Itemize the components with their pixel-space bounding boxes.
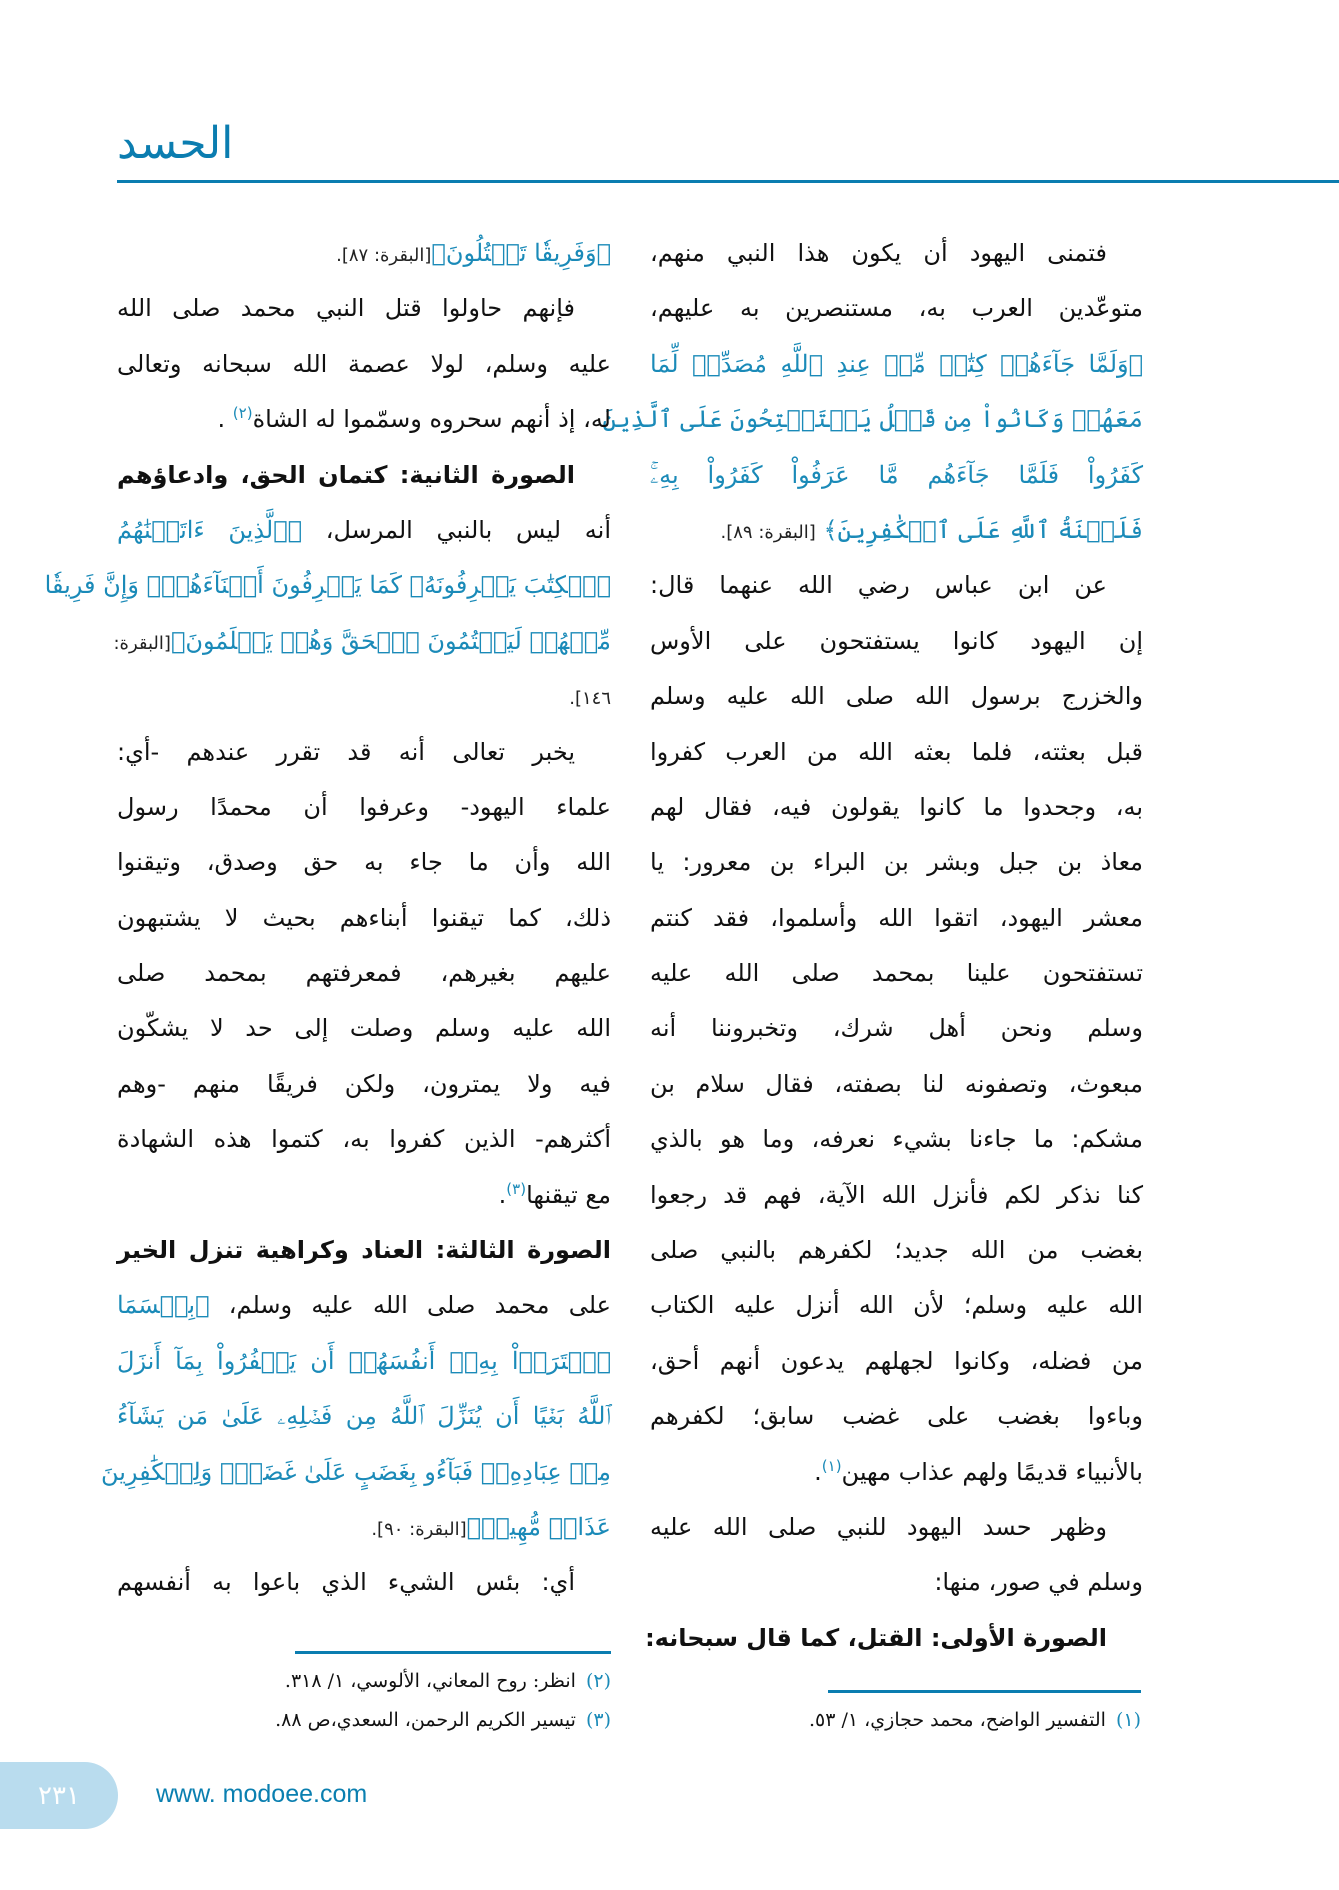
text-line [650, 226, 1143, 281]
body-text: من فضله، وكانوا لجهلهم يدعون أنهم أحق، [650, 1346, 1143, 1375]
text-line [650, 1500, 1143, 1555]
quran-verse: مِّنۡهُمۡ لَيَكۡتُمُونَ ٱلۡحَقَّ وَهُمۡ يَعۡلَمُونَ﴾ [170, 626, 611, 655]
quran-verse: مِنۡ عِبَادِهِۦۖ فَبَآءُو بِغَضَبٍ عَلَىٰ غَضَبٖۚ وَلِلۡكَٰفِرِينَ [100, 1457, 611, 1486]
text-line [117, 1500, 611, 1555]
footnote-text: تيسير الكريم الرحمن، السعدي،ص ٨٨. [275, 1709, 576, 1731]
text-line [117, 1334, 611, 1389]
text-line [650, 1389, 1143, 1444]
footnote-1 [809, 1702, 1141, 1738]
text-line [650, 448, 1143, 503]
footnote-number: (٣) [585, 1709, 611, 1731]
quran-verse: ﴿بِئۡسَمَا [117, 1291, 210, 1320]
text-line [650, 1445, 1143, 1500]
footnote-text: انظر: روح المعاني، الألوسي، ١/ ٣١٨. [284, 1670, 576, 1692]
text-line [650, 1168, 1143, 1223]
footnote-marker[interactable]: (١) [821, 1456, 842, 1475]
body-text: متوعّدين العرب به، مستنصرين به عليهم، [650, 294, 1143, 323]
body-text: تستفتحون علينا بمحمد صلى الله عليه [650, 959, 1143, 988]
text-line [602, 392, 1143, 447]
verse-reference: ١٤٦]. [569, 688, 611, 710]
footnote-text: التفسير الواضح، محمد حجازي، ١/ ٥٣. [808, 1709, 1106, 1731]
body-text: أنه ليس بالنبي المرسل، [302, 515, 611, 544]
text-line [650, 1112, 1143, 1167]
body-text: . [498, 1180, 507, 1209]
quran-verse: ٱشۡتَرَوۡاْ بِهِۦٓ أَنفُسَهُمۡ أَن يَكۡفُرُواْ بِمَآ أَنزَلَ [117, 1346, 611, 1375]
text-line [650, 1223, 1143, 1278]
body-text: به، وجحدوا ما كانوا يقولون فيه، فقال لهم [650, 792, 1143, 821]
page-number: ٢٣١ [0, 1762, 118, 1829]
text-line [100, 1445, 611, 1500]
body-text: عليهم بغيرهم، فمعرفتهم بمحمد صلى [117, 959, 611, 988]
left-column [44, 226, 611, 1611]
text-line [650, 1057, 1143, 1112]
footnote-marker[interactable]: (٣) [506, 1179, 527, 1198]
body-text: الله عليه وسلم؛ لأن الله أنزل عليه الكتاب [650, 1291, 1143, 1320]
body-text: عليه وسلم، لولا عصمة الله سبحانه وتعالى [117, 349, 611, 378]
text-line [117, 1057, 611, 1112]
header-rule [117, 180, 1339, 183]
text-line [113, 614, 611, 669]
footnote-rule-right [828, 1690, 1141, 1693]
section-heading: الصورة الأولى: القتل، كما قال سبحانه: [645, 1623, 1107, 1652]
body-text: مشكم: ما جاءنا بشيء نعرفه، وما هو بالذي [650, 1125, 1143, 1154]
body-text: وباءوا بغضب على غضب سابق؛ لكفرهم [650, 1402, 1143, 1431]
body-text: أي: بئس الشيء الذي باعوا به أنفسهم [117, 1568, 575, 1597]
text-line [650, 725, 1143, 780]
body-text: فيه ولا يمترون، ولكن فريقًا منهم -وهم [117, 1069, 611, 1098]
text-line [117, 448, 611, 503]
text-line [650, 780, 1143, 835]
body-text: إن اليهود كانوا يستفتحون على الأوس [650, 626, 1143, 655]
text-line [117, 226, 611, 281]
text-line [117, 669, 611, 724]
body-text: والخزرج برسول الله صلى الله عليه وسلم [650, 682, 1143, 711]
body-text: بالأنبياء قديمًا ولهم عذاب مهين [841, 1457, 1143, 1486]
section-heading: الصورة الثانية: كتمان الحق، وادعاؤهم [117, 460, 575, 489]
text-line [650, 281, 1143, 336]
quran-verse: ٱلۡكِتَٰبَ يَعۡرِفُونَهُۥ كَمَا يَعۡرِفُونَ أَبۡنَآءَهُمۡۖ وَإِنَّ فَرِيقٗا [44, 571, 611, 600]
body-text: معشر اليهود، اتقوا الله وأسلموا، فقد كنتم [650, 903, 1143, 932]
body-text: فإنهم حاولوا قتل النبي محمد صلى الله [117, 294, 575, 323]
body-text: أكثرهم- الذين كفروا به، كتموا هذه الشهادة [117, 1125, 611, 1154]
body-text: قبل بعثته، فلما بعثه الله من العرب كفروا [650, 737, 1143, 766]
footnote-marker[interactable]: (٢) [232, 404, 253, 423]
quran-verse: فَلَعۡنَةُ ٱللَّهِ عَلَى ٱلۡكَٰفِرِينَ﴾ [815, 515, 1143, 544]
body-text: يخبر تعالى أنه قد تقرر عندهم -أي: [117, 737, 575, 766]
body-text: الله عليه وسلم وصلت إلى حد لا يشكّون [117, 1014, 611, 1043]
body-text: عن ابن عباس رضي الله عنهما قال: [650, 571, 1107, 600]
body-text: فتمنى اليهود أن يكون هذا النبي منهم، [650, 239, 1107, 267]
text-line [650, 1555, 1143, 1610]
text-line [645, 1611, 1143, 1666]
body-text: معاذ بن جبل وبشر بن البراء بن معرور: يا [650, 848, 1143, 877]
text-line [650, 614, 1143, 669]
text-line [117, 1001, 611, 1056]
text-line [650, 891, 1143, 946]
body-text: وسلم ونحن أهل شرك، وتخبروننا أنه [650, 1014, 1143, 1043]
body-text: بغضب من الله جديد؛ لكفرهم بالنبي صلى [650, 1236, 1143, 1265]
verse-reference: [البقرة: ٨٧]. [336, 245, 432, 266]
body-text: وسلم في صور، منها: [934, 1568, 1143, 1597]
text-line [117, 835, 611, 890]
body-text: وظهر حسد اليهود للنبي صلى الله عليه [650, 1512, 1107, 1541]
text-line [117, 780, 611, 835]
text-line [117, 1389, 611, 1444]
text-line [650, 1278, 1143, 1333]
text-line [117, 1278, 611, 1333]
body-text: على محمد صلى الله عليه وسلم، [209, 1291, 611, 1320]
quran-verse: ﴿ٱلَّذِينَ ءَاتَيۡنَٰهُمُ [117, 515, 303, 544]
footnote-2 [285, 1663, 611, 1699]
body-text: مبعوث، وتصفونه لنا بصفته، فقال سلام بن [650, 1069, 1143, 1098]
text-line [117, 1168, 611, 1223]
text-line [117, 392, 611, 447]
text-line [117, 337, 611, 392]
verse-reference: [البقرة: [113, 632, 171, 654]
footnote-number: (١) [1115, 1709, 1141, 1731]
quran-verse: ﴿وَلَمَّا جَآءَهُمۡ كِتَٰبٞ مِّنۡ عِندِ ٱللَّهِ مُصَدِّقٞ لِّمَا [650, 349, 1143, 378]
body-text: علماء اليهود- وعرفوا أن محمدًا رسول [117, 792, 611, 821]
footnote-number: (٢) [585, 1670, 611, 1692]
body-text: ذلك، كما تيقنوا أبناءهم بحيث لا يشتبهون [117, 903, 611, 932]
text-line [650, 669, 1143, 724]
chapter-title: الحسد [117, 118, 234, 169]
text-line [650, 558, 1143, 613]
body-text: كنا نذكر لكم فأنزل الله الآية، فهم قد رجعوا [650, 1180, 1143, 1209]
text-line [117, 946, 611, 1001]
text-line [117, 725, 611, 780]
text-line [117, 503, 611, 558]
text-line [650, 946, 1143, 1001]
website-link[interactable]: www. modoee.com [156, 1780, 368, 1808]
quran-verse: ﴿وَفَرِيقٗا تَقۡتُلُونَ﴾ [431, 239, 611, 267]
body-text: الله وأن ما جاء به حق وصدق، وتيقنوا [117, 848, 611, 877]
body-text: له، إذ أنهم سحروه وسمّموا له الشاة [252, 405, 611, 434]
quran-verse: كَفَرُواْ فَلَمَّا جَآءَهُم مَّا عَرَفُواْ كَفَرُواْ بِهِۦۚ [650, 460, 1143, 489]
text-line [117, 1555, 611, 1610]
body-text: . [217, 405, 233, 434]
body-text: مع تيقنها [526, 1180, 611, 1209]
footnote-3 [275, 1702, 611, 1738]
verse-reference: [البقرة: ٨٩]. [720, 521, 816, 543]
verse-reference: [البقرة: ٩٠]. [371, 1518, 467, 1540]
text-line [117, 1112, 611, 1167]
section-heading: الصورة الثالثة: العناد وكراهية تنزل الخير [117, 1236, 611, 1265]
quran-verse: ٱللَّهُ بَغۡيًا أَن يُنَزِّلَ ٱللَّهُ مِن فَضۡلِهِۦ عَلَىٰ مَن يَشَآءُ [117, 1402, 611, 1431]
text-line [650, 337, 1143, 392]
text-line [117, 891, 611, 946]
text-line [650, 503, 1143, 558]
text-line [117, 281, 611, 336]
text-line [650, 1334, 1143, 1389]
text-line [650, 1001, 1143, 1056]
quran-verse: عَذَابٞ مُّهِينٞ﴾ [466, 1512, 611, 1541]
body-text: . [814, 1457, 822, 1486]
text-line [650, 835, 1143, 890]
right-column [602, 226, 1143, 1666]
quran-verse: مَعَهُمۡ وَكَانُواْ مِن قَبۡلُ يَسۡتَفۡتِحُونَ عَلَى ٱلَّذِينَ [602, 405, 1143, 434]
text-line [44, 558, 611, 613]
footnote-rule-left [295, 1651, 611, 1654]
text-line [117, 1223, 611, 1278]
